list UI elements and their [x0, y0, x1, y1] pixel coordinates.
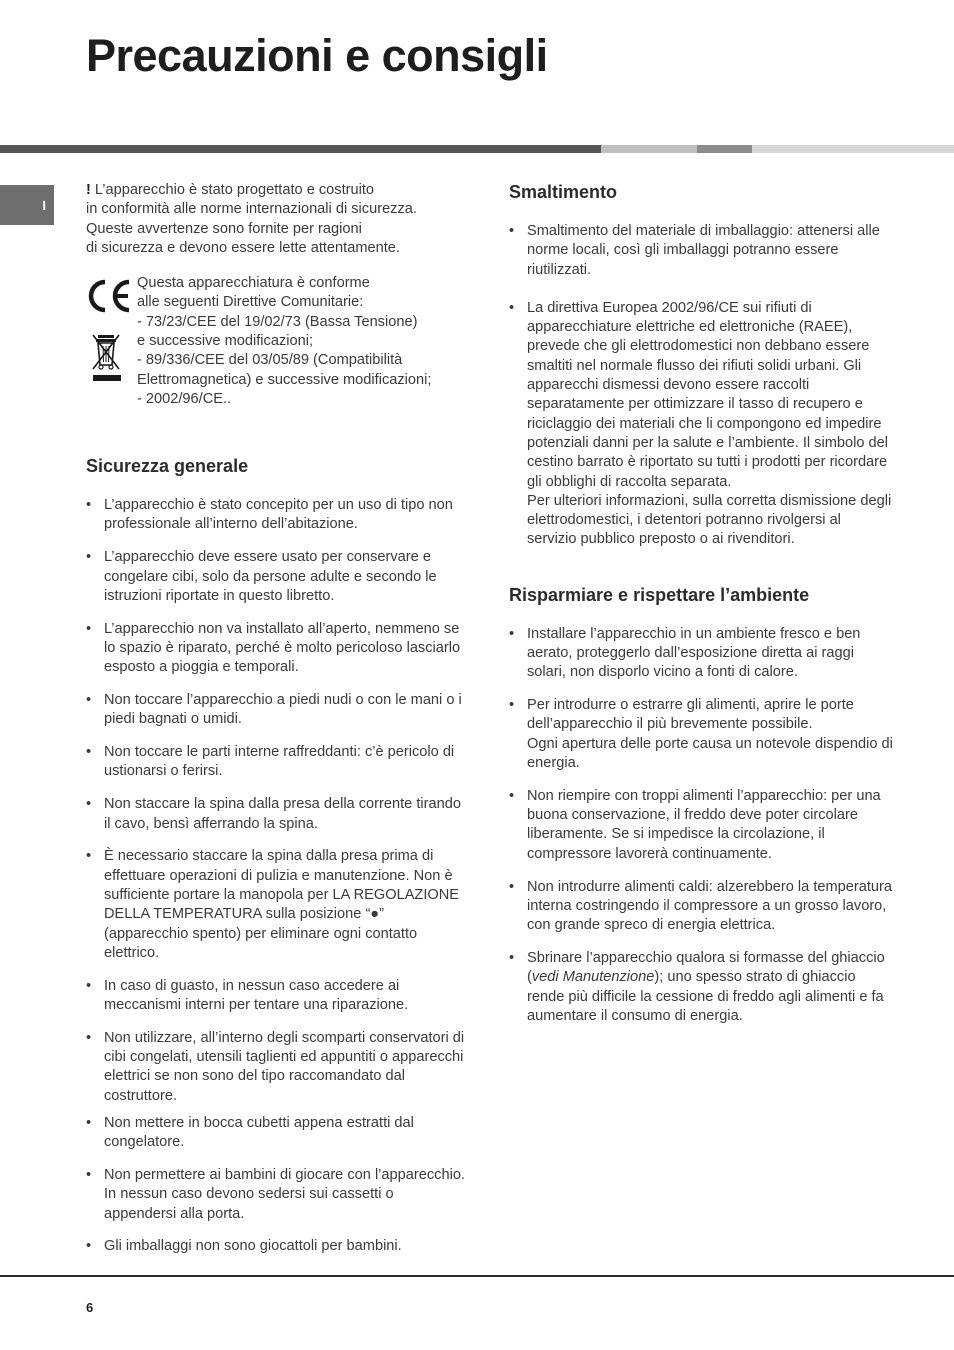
header-divider-segment [0, 145, 601, 153]
section-heading-sicurezza: Sicurezza generale [86, 456, 249, 477]
section-heading-smaltimento: Smaltimento [509, 182, 618, 202]
sicurezza-list [86, 496, 466, 1257]
right-column [509, 181, 894, 1026]
list-item: • Gli imballaggi non sono giocattoli per bambini. [86, 1237, 466, 1256]
section-heading-risparmiare: Risparmiare e rispettare l’ambiente [509, 584, 810, 605]
list-item: • Smaltimento del materiale di imballaggio: attenersi alle norme locali, così gli imballaggi potranno essere riutilizzati. [509, 222, 894, 280]
header-divider-segment [601, 145, 697, 153]
list-item-text: La direttiva Europea 2002/96/CE sui rifiuti di apparecchiature elettriche ed elettroniche (RAEE), prevede che gli elettrodomestici non debbano essere smaltiti nel normale flusso dei rifiuti solidi urbani. Gli apparecchi dismessi devono essere raccolti separatamente per ottimizzare il tasso di recupero e riciclaggio dei materiali che li compongono ed impedire potenziali danni per la salute e l’ambiente. Il simbolo del cestino barrato è riportato su tutti i prodotti per ricordare gli obblighi di raccolta separata. [527, 299, 889, 490]
list-item [509, 299, 894, 550]
list-item: • Installare l’apparecchio in un ambiente fresco e ben aerato, proteggerlo dall’esposizione diretta ai raggi solari, non disporlo vicino a fonti di calore. [509, 625, 894, 683]
intro-line: in conformità alle norme internazionali di sicurezza. [86, 201, 417, 218]
list-item-text: Ogni apertura delle porte causa un notevole dispendio di energia. [527, 735, 893, 772]
certification-line: - 2002/96/CE.. [137, 390, 232, 407]
ce-mark-icon [86, 278, 132, 314]
list-item-text: ); uno spesso strato di ghiaccio rende più difficile la cessione di freddo agli alimenti e fa aumentare il consumo di energia. [527, 969, 884, 1024]
risparmiare-list [509, 625, 894, 1026]
certification-line: Questa apparecchiatura è conforme [137, 275, 370, 292]
list-item: • L’apparecchio deve essere usato per conservare e congelare cibi, solo da persone adulte e secondo le istruzioni riportate in questo libretto. [86, 548, 466, 606]
language-tab-label: I [42, 197, 46, 213]
certification-text [137, 274, 467, 409]
intro-paragraph [86, 181, 466, 258]
list-item-text: Per introdurre o estrarre gli alimenti, aprire le porte dell’apparecchio il più brevemente possibile. [527, 697, 854, 733]
certification-line: - 73/23/CEE del 19/02/73 (Bassa Tensione) [137, 313, 418, 330]
list-item: • Non toccare l’apparecchio a piedi nudi o con le mani o i piedi bagnati o umidi. [86, 691, 466, 730]
list-item: • Non mettere in bocca cubetti appena estratti dal congelatore. [86, 1114, 466, 1153]
certification-line: - 89/336/CEE del 03/05/89 (Compatibilità [137, 352, 403, 369]
smaltimento-list [509, 222, 894, 550]
list-item-text: Per ulteriori informazioni, sulla corretta dismissione degli elettrodomestici, i detentori potranno rivolgersi al servizio pubblico preposto o ai rivenditori. [527, 492, 892, 548]
page-number: 6 [86, 1300, 94, 1315]
warning-mark: ! [86, 182, 91, 198]
list-item-text: Sbrinare l’apparecchio qualora si formasse del ghiaccio ( [527, 949, 885, 986]
cross-reference-manutenzione: vedi Manutenzione [531, 969, 655, 986]
crossed-bin-icon [90, 331, 124, 385]
list-item: • L’apparecchio non va installato all’aperto, nemmeno se lo spazio è riparato, perché è molto pericoloso lasciarlo esposto a pioggia e temporali. [86, 620, 466, 678]
certification-block [86, 277, 466, 415]
header-divider-segment [752, 145, 954, 153]
page-title: Precauzioni e consigli [86, 30, 548, 81]
list-item: • È necessario staccare la spina dalla presa prima di effettuare operazioni di pulizia e manutenzione. Non è sufficiente portare la manopola per LA REGOLAZIONE DELLA TEMPERATURA sulla posizione “●” (apparecchio spento) per eliminare ogni contatto elettrico. [86, 847, 466, 963]
list-item: • L’apparecchio è stato concepito per un uso di tipo non professionale all’interno dell’abitazione. [86, 496, 466, 535]
certification-line: e successive modificazioni; [137, 333, 314, 350]
list-item: • Non toccare le parti interne raffreddanti: c’è pericolo di ustionarsi o ferirsi. [86, 743, 466, 782]
list-item: • Non riempire con troppi alimenti l’apparecchio: per una buona conservazione, il freddo deve poter circolare liberamente. Se si impedisce la circolazione, il compressore lavorerà continuamente. [509, 787, 894, 864]
certification-line: Elettromagnetica) e successive modificazioni; [137, 371, 432, 388]
list-item [509, 949, 894, 1026]
list-item: • Non introdurre alimenti caldi: alzerebbero la temperatura interna costringendo il compressore a un grosso lavoro, con grande spreco di energia elettrica. [509, 878, 894, 936]
list-item: • In caso di guasto, in nessun caso accedere ai meccanismi interni per tentare una riparazione. [86, 977, 466, 1016]
header-divider-segment [697, 145, 752, 153]
list-item [509, 696, 894, 773]
footer-divider [0, 1275, 954, 1277]
intro-line: Queste avvertenze sono fornite per ragioni [86, 220, 362, 237]
certification-line: alle seguenti Direttive Comunitarie: [137, 294, 364, 311]
intro-line: L’apparecchio è stato progettato e costruito [90, 182, 375, 198]
list-item: • Non utilizzare, all’interno degli scomparti conservatori di cibi congelati, utensili taglienti ed appuntiti o apparecchi elettrici se non sono del tipo raccomandato dal costruttore. [86, 1029, 466, 1106]
intro-line: di sicurezza e devono essere lette attentamente. [86, 239, 400, 256]
list-item: • Non staccare la spina dalla presa della corrente tirando il cavo, bensì afferrando la spina. [86, 795, 466, 834]
list-item: • Non permettere ai bambini di giocare con l’apparecchio. In nessun caso devono sedersi sui cassetti o appendersi alla porta. [86, 1166, 466, 1224]
language-tab [0, 185, 54, 225]
left-column [86, 181, 466, 1257]
